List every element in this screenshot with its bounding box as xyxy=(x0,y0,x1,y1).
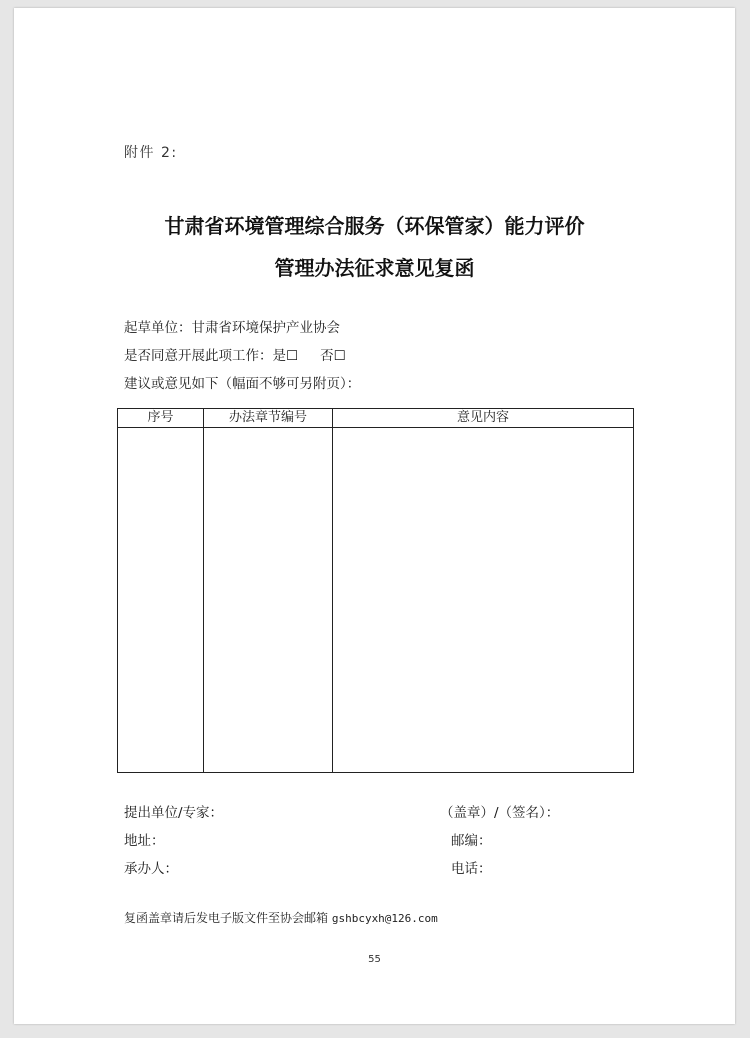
document-title-line1: 甘肃省环境管理综合服务（环保管家）能力评价 xyxy=(164,214,585,238)
opinion-table xyxy=(117,408,634,773)
seal-sign-label: （盖章）/（签名）： xyxy=(440,805,560,821)
attachment-label: 附件 2: xyxy=(124,145,178,161)
document-title-line2: 管理办法征求意见复函 xyxy=(274,256,475,280)
serial-number-cell[interactable] xyxy=(118,428,204,773)
header-serial-number: 序号 xyxy=(118,409,204,428)
document-page xyxy=(14,8,735,1024)
submission-note xyxy=(124,909,438,926)
table-header-row xyxy=(118,409,634,428)
table-row xyxy=(118,428,634,773)
association-email: gshbcyxh@126.com xyxy=(331,912,438,925)
suggestion-intro: 建议或意见如下（幅面不够可另附页）： xyxy=(124,376,361,392)
drafting-unit: 起草单位：甘肃省环境保护产业协会 xyxy=(124,320,340,336)
header-section-number: 办法章节编号 xyxy=(204,409,333,428)
submitter-label: 提出单位/专家： xyxy=(124,805,224,821)
submission-note-text: 复函盖章请后发电子版文件至协会邮箱 xyxy=(124,911,332,925)
header-opinion-content: 意见内容 xyxy=(333,409,634,428)
handler-label: 承办人： xyxy=(124,861,178,877)
opinion-content-cell[interactable] xyxy=(333,428,634,773)
phone-label: 电话： xyxy=(451,861,492,877)
page-number: 55 xyxy=(368,954,381,965)
agree-no-checkbox[interactable]: 否☐ xyxy=(320,348,346,364)
section-number-cell[interactable] xyxy=(204,428,333,773)
address-label: 地址： xyxy=(124,833,165,849)
postcode-label: 邮编： xyxy=(451,833,492,849)
agree-question-row xyxy=(124,344,346,364)
agree-yes-checkbox[interactable]: 是☐ xyxy=(272,348,299,364)
agree-question: 是否同意开展此项工作： xyxy=(124,348,273,364)
